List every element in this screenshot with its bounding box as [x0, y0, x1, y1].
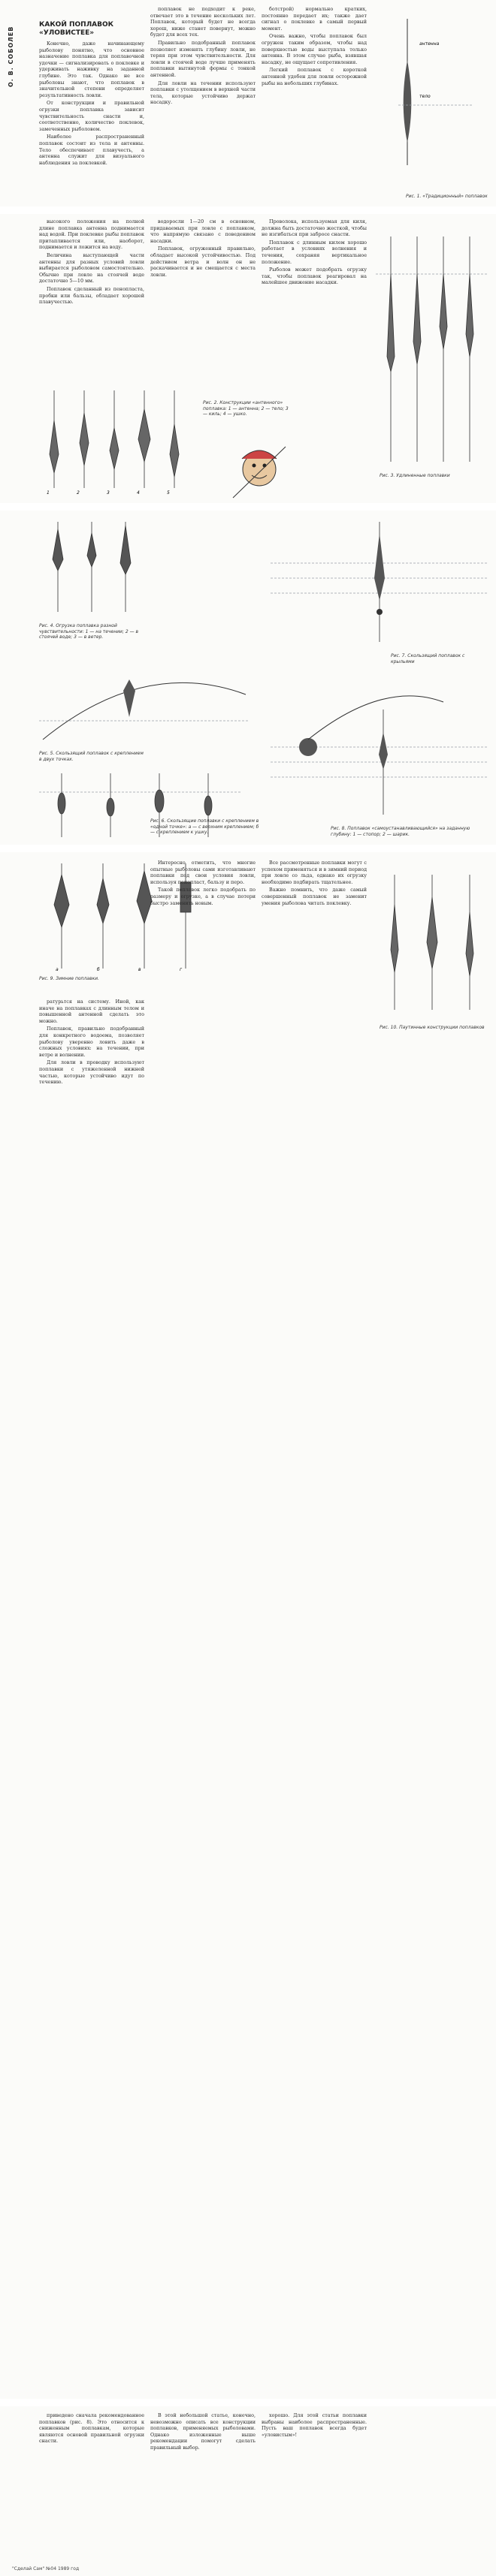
figure-7-sliding-winged-float	[271, 518, 488, 646]
figure-4-caption: Рис. 4. Огрузка поплавка разной чувствительности: 1 — на течении; 2 — в стоячей воде; 3 — в ветер.	[39, 623, 139, 640]
figure-cartoon-fisherman	[225, 439, 293, 499]
figure-6-caption: Рис. 6. Скользящие поплавки с креплением в «одной точке»: а — с верхним креплением; б — с креплением к ушку.	[150, 818, 259, 836]
page2-column-1	[39, 218, 144, 380]
page1-column-3	[262, 6, 367, 204]
figure-5-caption: Рис. 5. Скользящий поплавок с креплением в двух точках.	[39, 751, 144, 762]
paragraph: Наиболее распространенный поплавок состоит из тела и антенны. Тело обеспечивает плавучесть, а антенна служит для визуального наблюдения за поклевкой.	[39, 134, 144, 166]
figure-label: 1	[47, 490, 50, 496]
paragraph: ратурьтся на систему. Иной, как иначе на поплавках с длинным телом и повышенной антенной сделать это можно.	[39, 999, 144, 1024]
figure-2-antenna-float	[39, 383, 201, 496]
figure-label: б	[97, 967, 100, 972]
article-title: КАКОЙ ПОПЛАВОК «УЛОВИСТЕЕ»	[39, 21, 114, 37]
paragraph: Поплавок, правильно подобранный для конкретного водоема, позволяет рыболову уверенно ловить даже в сложных условиях: на течении, при ветре и волнении.	[39, 1026, 144, 1058]
paragraph: Конечно, даже начинающему рыболову понятно, что основное назначение поплавка для поплавочной удочки — сигнализировать о поклевке и удерживать наживку на заданной глубине. Это так. Однако не все рыболовы знают, что поплавок в значительной степени определяет результативность ловли.	[39, 41, 144, 98]
paragraph: Интересно отметить, что многие опытные рыболовы сами изготавливают поплавки под свои условия ловли, используя пенопласт, бальзу и перо.	[150, 860, 256, 885]
figure-10-web-float-constructions	[376, 860, 488, 2361]
page-5	[0, 2406, 496, 2576]
paragraph: водоросли 1—20 см в основном, придаваемых при ловле с поплавком, что напрямую связано с поведением насадки.	[150, 218, 256, 244]
page-separator	[0, 503, 496, 511]
figure-9-caption: Рис. 9. Зимние поплавки.	[39, 976, 99, 981]
figure-label: 5	[167, 490, 170, 496]
figure-label: г	[180, 967, 183, 972]
figure-3-elongated-floats	[376, 221, 488, 469]
paragraph: приведено сначала рекомендованное поплавков (рис. 8). Это относится к сниженным поплавкам, которые являются основой правильной огрузки снасти.	[39, 2412, 144, 2445]
paragraph: Проволока, используемая для киля, должна быть достаточно жесткой, чтобы не изгибаться при забросе снасти.	[262, 218, 367, 238]
paragraph: От конструкции и правильной огрузки поплавка зависит чувствительность снасти и, соответственно, количество поклевок, замеченных рыболовом.	[39, 100, 144, 132]
paragraph: Для ловли в проводку используют поплавки с утяжеленной нижней частью, которые устойчиво идут по течению.	[39, 1059, 144, 1086]
figure-label-body: тело	[419, 94, 431, 99]
page4-column-3	[262, 860, 367, 2388]
paragraph: поплавок не подходит к реке, отвечает это в течение нескольких лет. Поплавок, который будет не всегда хорош, ниже станет повернут, можно будет для всех тех.	[150, 6, 256, 38]
figure-label: 2	[77, 490, 80, 496]
paragraph: Правильно подобранный поплавок позволяет изменять глубину ловли, не теряя при этом чувствительности. Для ловли в стоячей воде лучше применять поплавки вытянутой формы с тонкой антенной.	[150, 39, 256, 78]
paragraph: высокого положения на полной длине поплавка антенна поднимается над водой. При поклевке рыбы поплавок притапливается или, наоборот, поднимается и ложится на воду.	[39, 218, 144, 251]
paragraph: хорошо. Для этой статьи поплавки выбраны наиболее распространенные. Пусть ваш поплавок всегда будет «уловистым»!	[262, 2412, 367, 2438]
figure-label: а	[56, 967, 59, 972]
figure-1-caption: Рис. 1. «Традиционный» поплавок	[406, 194, 488, 199]
paragraph: Легкий поплавок с короткой антенной удобен для ловли осторожной рыбы на небольших глубинах.	[262, 67, 367, 86]
magazine-footer: "Сделай Сам" №04 1989 год	[12, 2566, 80, 2571]
page5-column-3	[262, 2412, 367, 2562]
paragraph: ботстрой) нормально кратких, постоянно передает их; также дает сигнал о поклевке в самый первый момент.	[262, 6, 367, 32]
paragraph: Величина выступающей части антенны для разных условий ловли выбирается рыболовом самостоятельно. Обычно при ловле на стоячей воде достаточно 5—10 мм.	[39, 252, 144, 285]
paragraph: Все рассмотренные поплавки могут с успехом применяться и в зимний период при ловле со льда, однако их огрузку необходимо подбирать тщательнее.	[262, 860, 367, 885]
figure-4-float-rigging	[39, 518, 144, 616]
figure-label: 3	[107, 490, 110, 496]
page4-column-1	[39, 999, 144, 2388]
page2-column-2	[150, 218, 256, 380]
figure-7-caption: Рис. 7. Скользящий поплавок с крыльями	[391, 653, 465, 664]
page-1	[0, 0, 496, 206]
page4-column-2	[150, 860, 256, 2388]
page-separator	[0, 206, 496, 214]
paragraph: Такой поплавок легко подобрать по размеру и огрузке, а в случае потери быстро заменить новым.	[150, 887, 256, 906]
paragraph: В этой небольшой статье, конечно, невозможно описать все конструкции поплавков, применяемых рыболовами. Однако изложенные выше рекомендации помогут сделать правильный выбор.	[150, 2412, 256, 2451]
page5-column-2	[150, 2412, 256, 2562]
page1-column-2	[150, 6, 256, 204]
page5-column-1	[39, 2412, 144, 2562]
figure-10-caption: Рис. 10. Паутинные конструкции поплавков	[380, 1025, 485, 1030]
page-separator	[0, 845, 496, 852]
paragraph: Поплавок сделанный из пенопласта, пробки или бальзы, обладает хорошей плавучестью.	[39, 285, 144, 306]
page-2	[0, 214, 496, 503]
figure-2-caption: Рис. 2. Конструкции «антенного» поплавка: 1 — антенна; 2 — тело; 3 — киль; 4 — ушко.	[203, 400, 289, 417]
paragraph: Поплавок с длинным килем хорошо работает в условиях волнения и течения, сохраняя вертикальное положение.	[262, 239, 367, 265]
page1-column-1	[39, 41, 144, 204]
page2-column-3	[262, 218, 367, 380]
figure-1-traditional-float	[376, 15, 488, 180]
page-3	[0, 511, 496, 845]
paragraph: Очень важно, чтобы поплавок был огружен таким образом, чтобы над поверхностью воды выступала только антенна. В этом случае рыба, взявшая насадку, не ощущает сопротивления.	[262, 33, 367, 65]
figure-8-caption: Рис. 8. Поплавок «самоустанавливающийся» на заданную глубину: 1 — стопор; 2 — шарик.	[331, 826, 470, 837]
page-separator	[0, 2399, 496, 2406]
figure-label: 4	[137, 490, 140, 496]
paragraph: Рыболов может подобрать огрузку так, чтобы поплавок реагировал на малейшее движение насадки.	[262, 267, 367, 286]
paragraph: Для ловли на течении используют поплавки с утолщением в верхней части тела, которые устойчиво держат насадку.	[150, 80, 256, 106]
figure-label-antenna: антенна	[419, 41, 440, 47]
author-name: О. В. СОБОЛЕВ	[8, 26, 14, 87]
paragraph: Поплавок, огруженный правильно, обладает высокой устойчивостью. Под действием ветра и волн он не раскачивается и не смещается с места ловли.	[150, 246, 256, 278]
figure-label: в	[138, 967, 141, 972]
figure-8-self-setting-float	[271, 672, 488, 822]
paragraph: Важно помнить, что даже самый совершенный поплавок не заменит умения рыболова читать поклевку.	[262, 887, 367, 906]
page-4	[0, 852, 496, 2399]
figure-3-caption: Рис. 3. Удлиненные поплавки	[380, 473, 450, 478]
figure-5-sliding-float	[39, 649, 250, 747]
